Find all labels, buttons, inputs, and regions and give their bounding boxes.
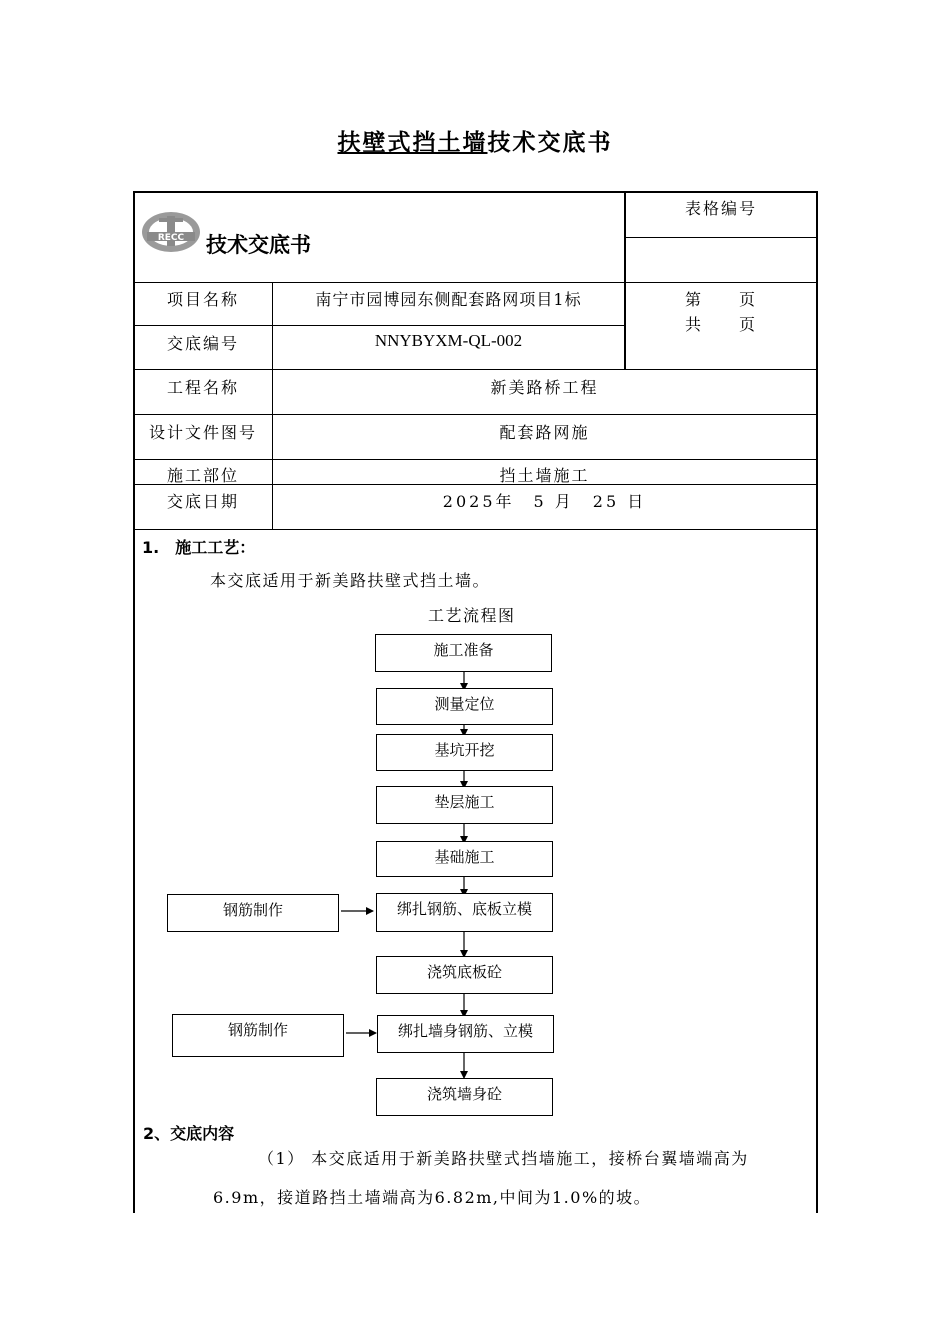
flow-side-rebar-1: 钢筋制作	[167, 894, 339, 932]
flow-chart-title: 工艺流程图	[428, 606, 516, 625]
flow-step-survey: 测量定位	[376, 688, 553, 725]
row-label-drawing-no: 设计文件图号	[148, 423, 257, 442]
title-underlined: 扶壁式挡土墙	[337, 129, 488, 156]
row-value-date: 2025年 5 月 25 日	[442, 492, 647, 511]
title-rest: 技术交底书	[487, 129, 613, 156]
flow-step-wall-pour: 浇筑墙身砼	[376, 1078, 553, 1116]
page-total: 共 页	[684, 315, 757, 334]
section2-heading: 2、交底内容	[143, 1124, 235, 1143]
row-value-engineering: 新美路桥工程	[490, 378, 599, 397]
row-label-engineering: 工程名称	[166, 378, 239, 397]
flow-step-excavation: 基坑开挖	[376, 734, 553, 771]
flow-step-preparation: 施工准备	[375, 634, 552, 672]
svg-text:RECC: RECC	[157, 233, 185, 243]
flow-step-cushion: 垫层施工	[376, 786, 553, 824]
section1-heading: 1. 施工工艺：	[142, 538, 256, 557]
row-label-disclosure-no: 交底编号	[166, 334, 239, 353]
form-number-label: 表格编号	[684, 199, 757, 218]
row-value-project: 南宁市园博园东侧配套路网项目1标	[315, 290, 582, 309]
section2-paragraph-line1: （1） 本交底适用于新美路扶壁式挡墙施工，接桥台翼墙端高为	[258, 1149, 749, 1168]
header-logo-text: 技术交底书	[206, 233, 311, 257]
row-label-date: 交底日期	[166, 492, 239, 511]
page-number: 第 页	[684, 290, 757, 309]
flow-step-wall-rebar: 绑扎墙身钢筋、立模	[377, 1015, 554, 1053]
section1-intro: 本交底适用于新美路扶壁式挡土墙。	[210, 571, 491, 590]
flow-step-base-rebar: 绑扎钢筋、底板立模	[376, 893, 553, 932]
row-label-location: 施工部位	[166, 466, 239, 485]
flow-step-foundation: 基础施工	[376, 841, 553, 877]
row-value-drawing-no: 配套路网施	[499, 423, 590, 442]
flow-side-rebar-2: 钢筋制作	[172, 1014, 344, 1057]
section2-paragraph-line2: 6.9m，接道路挡土墙端高为6.82m,中间为1.0%的坡。	[213, 1188, 652, 1207]
flow-step-base-pour: 浇筑底板砼	[376, 956, 553, 994]
row-label-project: 项目名称	[166, 290, 239, 309]
row-value-disclosure-no: NNYBYXM-QL-002	[374, 331, 523, 350]
row-value-location: 挡土墙施工	[499, 466, 590, 485]
